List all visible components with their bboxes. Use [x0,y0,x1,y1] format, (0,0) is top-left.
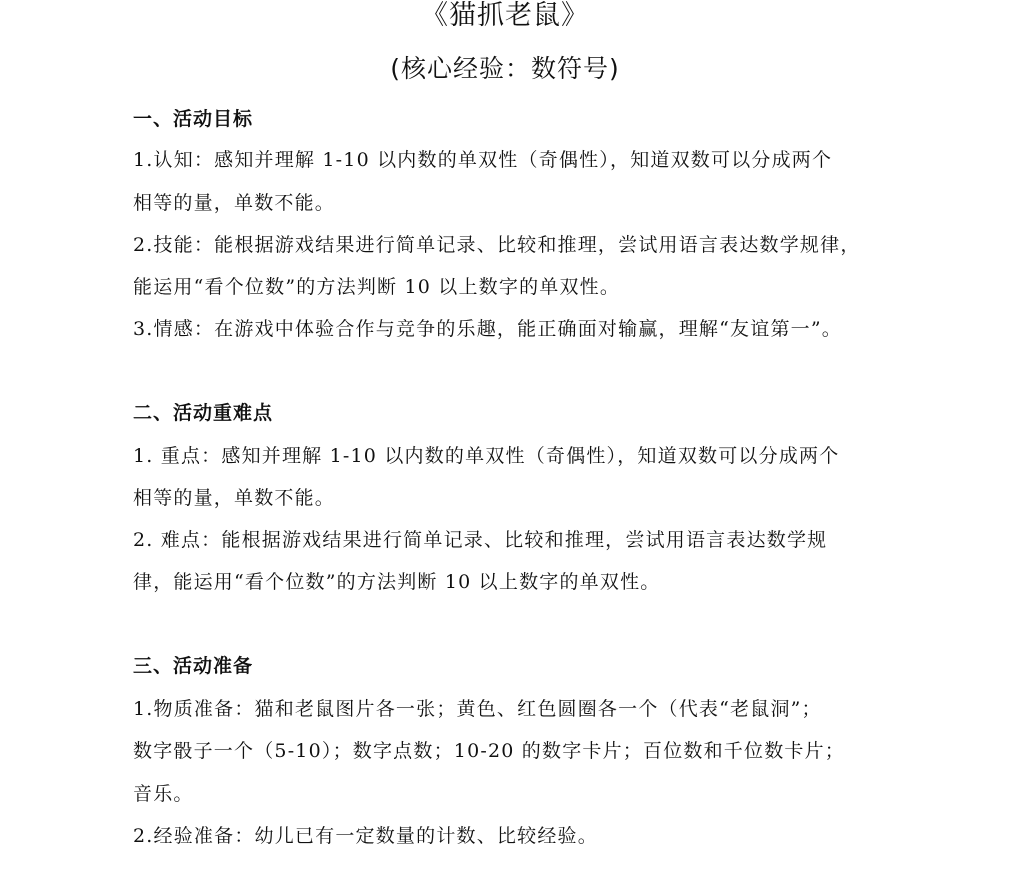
paragraph-line: 2.技能：能根据游戏结果进行简单记录、比较和推理，尝试用语言表达数学规律， [133,234,861,256]
document-title: 《猫抓老鼠》 [421,0,589,31]
paragraph-line: 音乐。 [133,783,194,805]
paragraph-line: 1.认知：感知并理解 1-10 以内数的单双性（奇偶性），知道双数可以分成两个 [133,149,833,171]
document-subtitle: (核心经验：数符号) [390,54,620,83]
paragraph-line: 相等的量，单数不能。 [133,192,336,214]
section-heading-key-points: 二、活动重难点 [133,402,274,424]
paragraph-line: 律，能运用“看个位数”的方法判断 10 以上数字的单双性。 [133,571,661,593]
paragraph-line: 3.情感：在游戏中体验合作与竞争的乐趣，能正确面对输赢，理解“友谊第一”。 [133,318,842,340]
paragraph-line: 2.经验准备：幼儿已有一定数量的计数、比较经验。 [133,825,598,847]
paragraph-line: 1.物质准备：猫和老鼠图片各一张；黄色、红色圆圈各一个（代表“老鼠洞”； [133,698,822,720]
paragraph-line: 能运用“看个位数”的方法判断 10 以上数字的单双性。 [133,276,621,298]
paragraph-line: 相等的量，单数不能。 [133,487,336,509]
section-heading-goals: 一、活动目标 [133,108,254,130]
paragraph-line: 1. 重点：感知并理解 1-10 以内数的单双性（奇偶性），知道双数可以分成两个 [133,445,840,467]
paragraph-line: 2. 难点：能根据游戏结果进行简单记录、比较和推理，尝试用语言表达数学规 [133,529,828,551]
section-heading-preparation: 三、活动准备 [133,655,254,677]
paragraph-line: 数字骰子一个（5-10）；数字点数；10-20 的数字卡片；百位数和千位数卡片； [133,740,845,762]
